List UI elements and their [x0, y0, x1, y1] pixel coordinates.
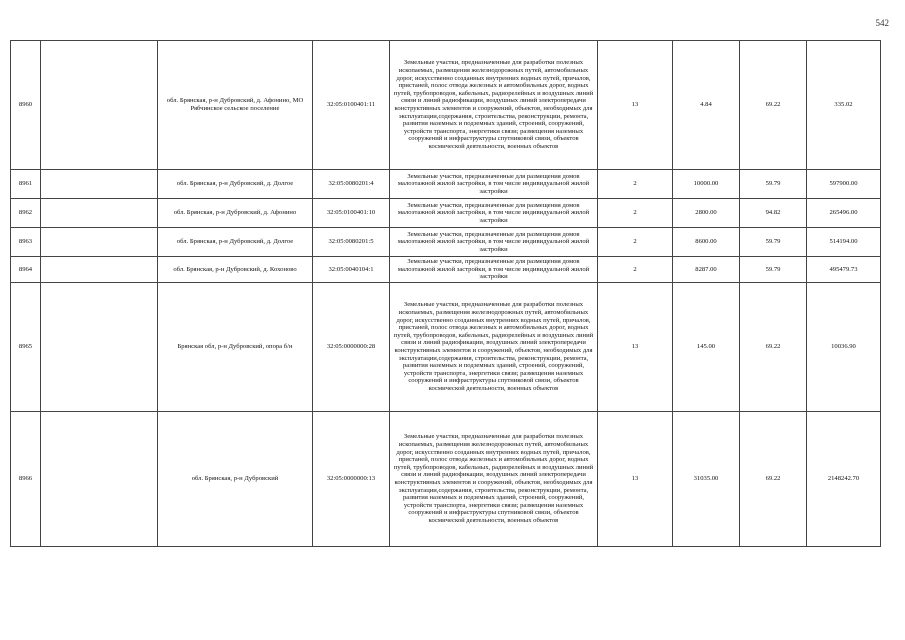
specific-value-cell: 59.79: [740, 228, 807, 257]
area-cell: 31035.00: [673, 412, 740, 547]
address-cell: обл. Брянская, р-н Дубровский, д. Афонино: [158, 199, 313, 228]
table-row: [11, 199, 881, 228]
specific-value-cell: 69.22: [740, 283, 807, 412]
table-row: [11, 41, 881, 170]
address-cell: обл. Брянская, р-н Дубровский, д. Долгое: [158, 228, 313, 257]
group-code-cell: 2: [598, 228, 673, 257]
cadastral-value-cell: 2148242.70: [807, 412, 881, 547]
empty-cell: [41, 283, 158, 412]
land-purpose-cell: Земельные участки, предназначенные для размещения домов малоэтажной жилой застройки, в том числе индивидуальной жилой застройки: [390, 257, 598, 283]
table-row: [11, 228, 881, 257]
land-purpose-cell: Земельные участки, предназначенные для разработки полезных ископаемых, размещения железнодорожных путей, автомобильных дорог, искусственно созданных внутренних водных путей, причалов, пристаней, полос отвода железных и автомобильных дорог, водных путей, трубопроводов, кабельных, радиорелейных и воздушных линий связи и линий радиофикации, воздушных линий электропередачи конструктивных элементов и сооружений, объектов, необходимых для эксплуатации,содержания, строительства, реконструкции, ремонта, развития наземных и подземных зданий, строений, сооружений, устройств транспорта, энергетики связи; размещения наземных сооружений и инфраструктуры спутниковой связи, объектов космической деятельности, военных объектов: [390, 41, 598, 170]
area-cell: 8600.00: [673, 228, 740, 257]
cadastral-number-cell: 32:05:0100401:10: [313, 199, 390, 228]
area-cell: 4.84: [673, 41, 740, 170]
address-cell: Брянская обл, р-н Дубровский, опора б/н: [158, 283, 313, 412]
land-purpose-cell: Земельные участки, предназначенные для размещения домов малоэтажной жилой застройки, в том числе индивидуальной жилой застройки: [390, 228, 598, 257]
group-code-cell: 13: [598, 283, 673, 412]
group-code-cell: 13: [598, 41, 673, 170]
empty-cell: [41, 170, 158, 199]
group-code-cell: 13: [598, 412, 673, 547]
row-number-cell: 8966: [11, 412, 41, 547]
empty-cell: [41, 257, 158, 283]
cadastral-number-cell: 32:05:0080201:5: [313, 228, 390, 257]
area-cell: 8287.00: [673, 257, 740, 283]
cadastral-number-cell: 32:05:0100401:11: [313, 41, 390, 170]
land-purpose-cell: Земельные участки, предназначенные для разработки полезных ископаемых, размещения железнодорожных путей, автомобильных дорог, искусственно созданных внутренних водных путей, причалов, пристаней, полос отвода железных и автомобильных дорог, водных путей, трубопроводов, кабельных, радиорелейных и воздушных линий связи и линий радиофикации, воздушных линий электропередачи конструктивных элементов и сооружений, объектов, необходимых для эксплуатации,содержания, строительства, реконструкции, ремонта, развития наземных и подземных зданий, строений, сооружений, устройств транспорта, энергетики связи; размещения наземных сооружений и инфраструктуры спутниковой связи, объектов космической деятельности, военных объектов: [390, 283, 598, 412]
table-body: [11, 41, 881, 547]
specific-value-cell: 69.22: [740, 41, 807, 170]
address-cell: обл. Брянская, р-н Дубровский: [158, 412, 313, 547]
row-number-cell: 8960: [11, 41, 41, 170]
specific-value-cell: 59.79: [740, 170, 807, 199]
specific-value-cell: 94.82: [740, 199, 807, 228]
table-row: [11, 283, 881, 412]
cadastral-value-cell: 597900.00: [807, 170, 881, 199]
table-row: [11, 257, 881, 283]
area-cell: 2800.00: [673, 199, 740, 228]
land-purpose-cell: Земельные участки, предназначенные для размещения домов малоэтажной жилой застройки, в том числе индивидуальной жилой застройки: [390, 199, 598, 228]
land-registry-table: [10, 40, 881, 547]
group-code-cell: 2: [598, 257, 673, 283]
cadastral-value-cell: 335.02: [807, 41, 881, 170]
land-purpose-cell: Земельные участки, предназначенные для размещения домов малоэтажной жилой застройки, в том числе индивидуальной жилой застройки: [390, 170, 598, 199]
specific-value-cell: 69.22: [740, 412, 807, 547]
empty-cell: [41, 228, 158, 257]
cadastral-number-cell: 32:05:0000000:28: [313, 283, 390, 412]
row-number-cell: 8961: [11, 170, 41, 199]
area-cell: 145.00: [673, 283, 740, 412]
empty-cell: [41, 412, 158, 547]
row-number-cell: 8963: [11, 228, 41, 257]
empty-cell: [41, 41, 158, 170]
cadastral-value-cell: 10036.90: [807, 283, 881, 412]
cadastral-value-cell: 514194.00: [807, 228, 881, 257]
group-code-cell: 2: [598, 199, 673, 228]
address-cell: обл. Брянская, р-н Дубровский, д. Афонино, МО Рябчинское сельское поселение: [158, 41, 313, 170]
table-row: [11, 412, 881, 547]
address-cell: обл. Брянская, р-н Дубровский, д. Долгое: [158, 170, 313, 199]
area-cell: 10000.00: [673, 170, 740, 199]
cadastral-number-cell: 32:05:0000000:13: [313, 412, 390, 547]
page-number: 542: [875, 18, 889, 28]
specific-value-cell: 59.79: [740, 257, 807, 283]
row-number-cell: 8962: [11, 199, 41, 228]
address-cell: обл. Брянская, р-н Дубровский, д. Кохоново: [158, 257, 313, 283]
cadastral-value-cell: 495479.73: [807, 257, 881, 283]
cadastral-number-cell: 32:05:0040104:1: [313, 257, 390, 283]
row-number-cell: 8965: [11, 283, 41, 412]
empty-cell: [41, 199, 158, 228]
land-purpose-cell: Земельные участки, предназначенные для разработки полезных ископаемых, размещения железнодорожных путей, автомобильных дорог, искусственно созданных внутренних водных путей, причалов, пристаней, полос отвода железных и автомобильных дорог, водных путей, трубопроводов, кабельных, радиорелейных и воздушных линий связи и линий радиофикации, воздушных линий электропередачи конструктивных элементов и сооружений, объектов, необходимых для эксплуатации,содержания, строительства, реконструкции, ремонта, развития наземных и подземных зданий, строений, сооружений, устройств транспорта, энергетики связи; размещения наземных сооружений и инфраструктуры спутниковой связи, объектов космической деятельности, военных объектов: [390, 412, 598, 547]
group-code-cell: 2: [598, 170, 673, 199]
cadastral-value-cell: 265496.00: [807, 199, 881, 228]
cadastral-number-cell: 32:05:0080201:4: [313, 170, 390, 199]
table-row: [11, 170, 881, 199]
row-number-cell: 8964: [11, 257, 41, 283]
